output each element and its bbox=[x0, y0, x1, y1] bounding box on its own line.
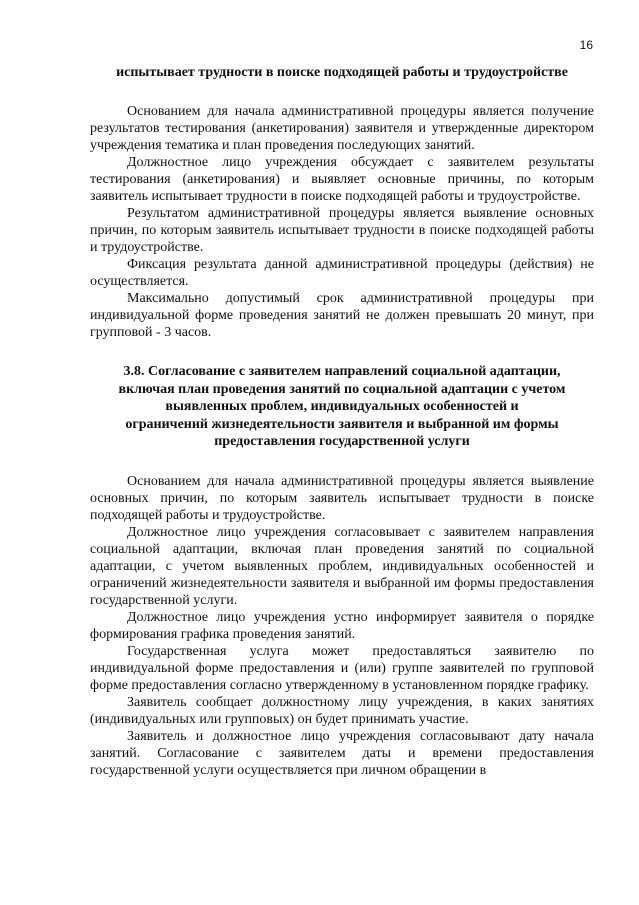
section-heading-line: ограничений жизнедеятельности заявителя и выбранной им формы bbox=[125, 416, 559, 432]
paragraph: Максимально допустимый срок административной процедуры при индивидуальной форме проведения занятий не должен превышать 20 минут, при групповой - 3 часов. bbox=[90, 291, 594, 340]
page-number: 16 bbox=[579, 38, 593, 52]
paragraph: Результатом административной процедуры является выявление основных причин, по которым заявитель испытывает трудности в поиске подходящей работы и трудоустройстве. bbox=[90, 206, 594, 255]
paragraph: Заявитель сообщает должностному лицу учреждения, в каких занятиях (индивидуальных или групповых) он будет принимать участие. bbox=[90, 694, 594, 727]
paragraph: Фиксация результата данной административной процедуры (действия) не осуществляется. bbox=[90, 257, 594, 289]
section-heading-line: предоставления государственной услуги bbox=[214, 434, 470, 449]
section-heading-3-8 bbox=[90, 363, 594, 451]
section-heading-line: выявленных проблем, индивидуальных особенностей и bbox=[165, 399, 519, 414]
section-heading-line: 3.8. Согласование с заявителем направлений социальной адаптации, bbox=[123, 364, 561, 379]
document-body bbox=[90, 64, 594, 779]
paragraph: Должностное лицо учреждения устно информирует заявителя о порядке формирования графика проведения занятий. bbox=[90, 609, 594, 642]
continued-heading: испытывает трудности в поиске подходящей работы и трудоустройстве bbox=[116, 65, 568, 80]
paragraph: Должностное лицо учреждения обсуждает с заявителем результаты тестирования (анкетирования) и выявляет основные причины, по которым заявитель испытывает трудности в поиске подходящей работы и трудоустройстве. bbox=[90, 155, 594, 204]
paragraph: Основанием для начала административной процедуры является получение результатов тестирования (анкетирования) заявителя и утвержденные директором учреждения тематика и план проведения последующих занятий. bbox=[90, 104, 594, 153]
paragraph: Должностное лицо учреждения согласовывает с заявителем направления социальной адаптации, включая план проведения занятий по социальной адаптации, с учетом выявленных проблем, индивидуальных особенностей и ограничений жизнедеятельности заявителя и выбранной им формы предоставления государственной услуги. bbox=[90, 524, 594, 608]
paragraph: Заявитель и должностное лицо учреждения согласовывают дату начала занятий. Согласование с заявителем даты и времени предоставления государственной услуги осуществляется при личном обращении в bbox=[90, 728, 594, 778]
paragraph: Государственная услуга может предоставляться заявителю по индивидуальной форме предоставления и (или) группе заявителей по групповой форме предоставления согласно утвержденному в установленном порядке графику. bbox=[90, 643, 594, 693]
section-heading-line: включая план проведения занятий по социальной адаптации с учетом bbox=[118, 381, 566, 397]
paragraph: Основанием для начала административной процедуры является выявление основных причин, по которым заявитель испытывает трудности в поиске подходящей работы и трудоустройстве. bbox=[90, 473, 594, 523]
